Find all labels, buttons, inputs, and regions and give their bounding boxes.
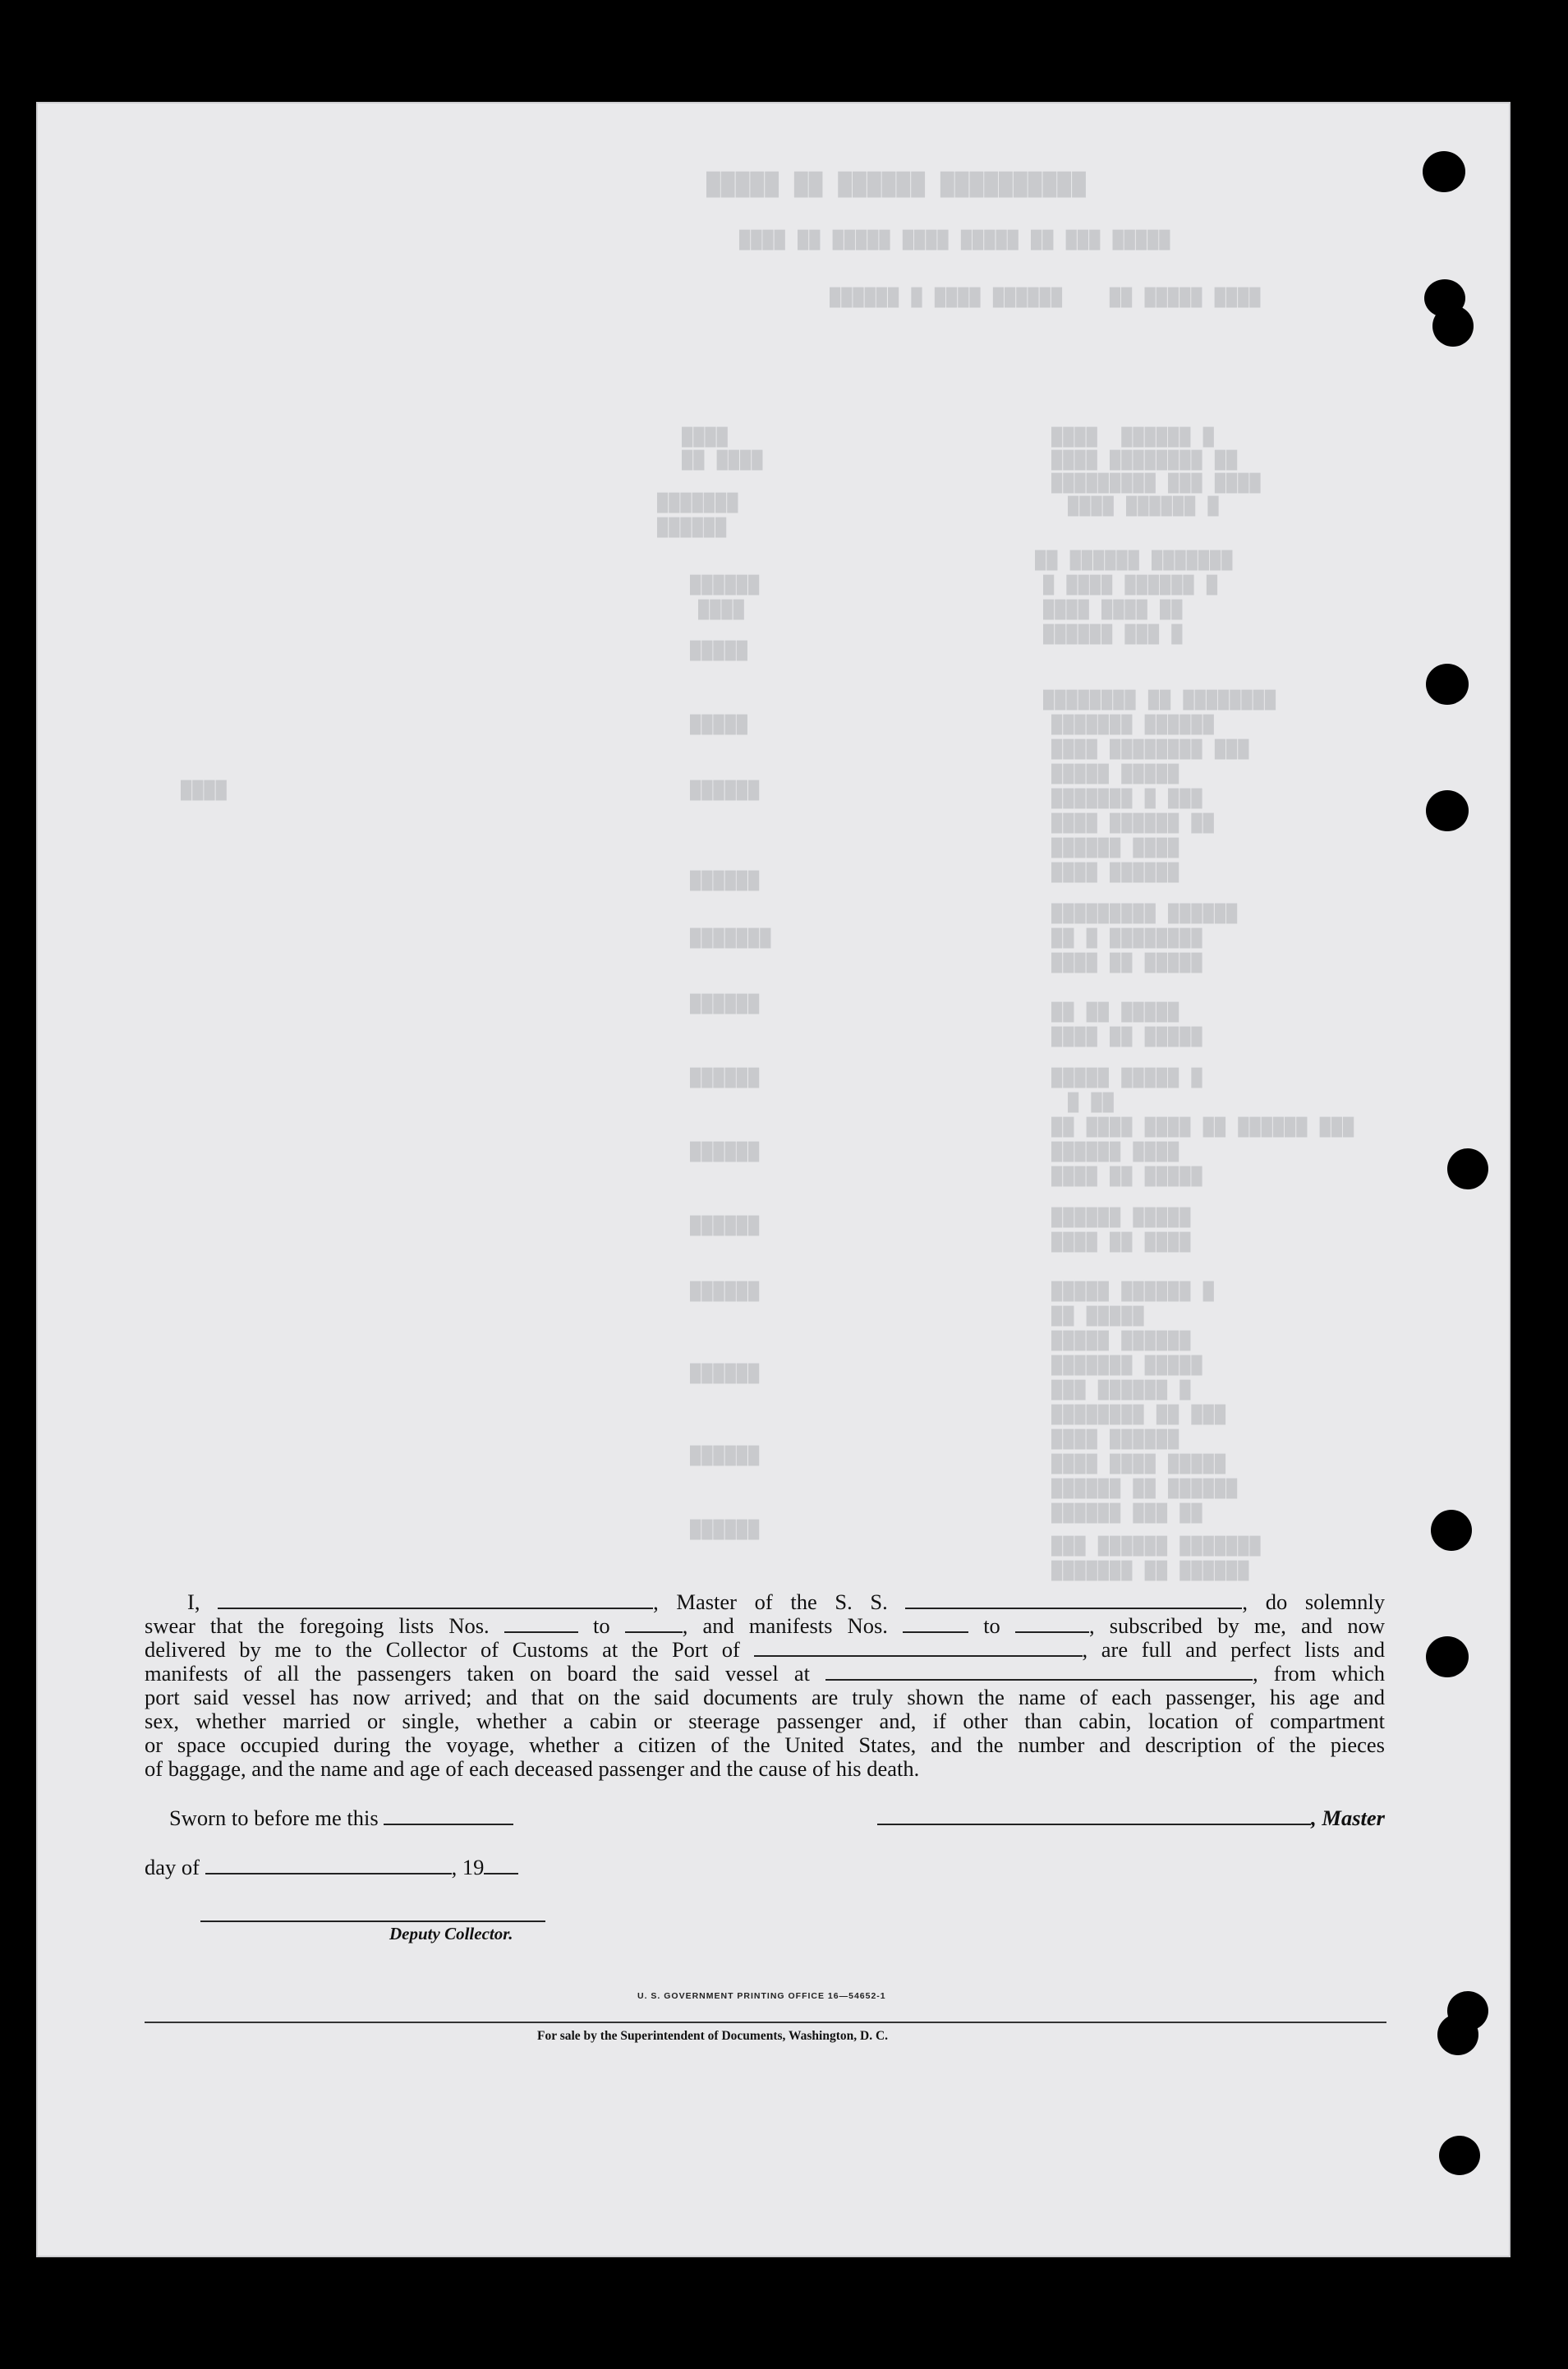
- master-signature-blank: [877, 1807, 1311, 1825]
- punch-hole: [1423, 151, 1465, 192]
- oath-line-1: I, , Master of the S. S. , do solemnly: [187, 1589, 1386, 1614]
- oath-line-3: delivered by me to the Collector of Customs at the Port of , are full and perfect lists and: [145, 1637, 1385, 1662]
- lists-from-blank: [504, 1615, 578, 1633]
- year-blank: [484, 1856, 518, 1874]
- oath-line-4: manifests of all the passengers taken on board the said vessel at , from which: [145, 1661, 1386, 1686]
- punch-hole: [1447, 1148, 1488, 1189]
- gpo-imprint: U. S. GOVERNMENT PRINTING OFFICE 16—54652-1: [637, 1991, 886, 2001]
- punch-hole: [1432, 306, 1474, 347]
- deputy-collector-label: Deputy Collector.: [389, 1924, 513, 1944]
- punch-hole: [1426, 1636, 1469, 1677]
- deputy-collector-signature-line: [200, 1920, 545, 1922]
- oath-line-2: swear that the foregoing lists Nos. to , and manifests Nos. to , subscribed by me, and now: [145, 1613, 1386, 1638]
- punch-hole: [1431, 1510, 1472, 1551]
- sworn-day-blank: [384, 1807, 513, 1825]
- punch-hole: [1426, 790, 1469, 831]
- punch-hole: [1426, 664, 1469, 705]
- master-name-blank: [218, 1591, 653, 1609]
- port-blank: [754, 1639, 1083, 1657]
- document-page: [36, 102, 1511, 2257]
- master-oath-paragraph: [145, 1590, 1385, 1781]
- footer-rule: [145, 2022, 1386, 2023]
- punch-hole: [1439, 2136, 1480, 2175]
- oath-line-7: or space occupied during the voyage, whether a citizen of the United States, and the number and description of the pieces: [145, 1732, 1385, 1757]
- oath-line-5: port said vessel has now arrived; and that on the said documents are truly shown the name of each passenger, his age and: [145, 1685, 1385, 1709]
- lists-to-blank: [625, 1615, 683, 1633]
- day-of-row: day of , 19: [145, 1855, 518, 1880]
- month-blank: [205, 1856, 452, 1874]
- departure-port-blank: [825, 1663, 1253, 1681]
- ship-name-blank: [905, 1591, 1242, 1609]
- master-signature: , Master: [877, 1806, 1385, 1831]
- sworn-row: Sworn to before me this , Master: [169, 1806, 1385, 1830]
- manifests-from-blank: [903, 1615, 968, 1633]
- oath-line-6: sex, whether married or single, whether a cabin or steerage passenger and, if other than cabin, location of compartment: [145, 1709, 1385, 1733]
- for-sale-notice: For sale by the Superintendent of Documents, Washington, D. C.: [537, 2029, 889, 2043]
- punch-hole: [1437, 2014, 1478, 2055]
- oath-line-8: of baggage, and the name and age of each deceased passenger and the cause of his death.: [145, 1756, 920, 1781]
- manifests-to-blank: [1015, 1615, 1089, 1633]
